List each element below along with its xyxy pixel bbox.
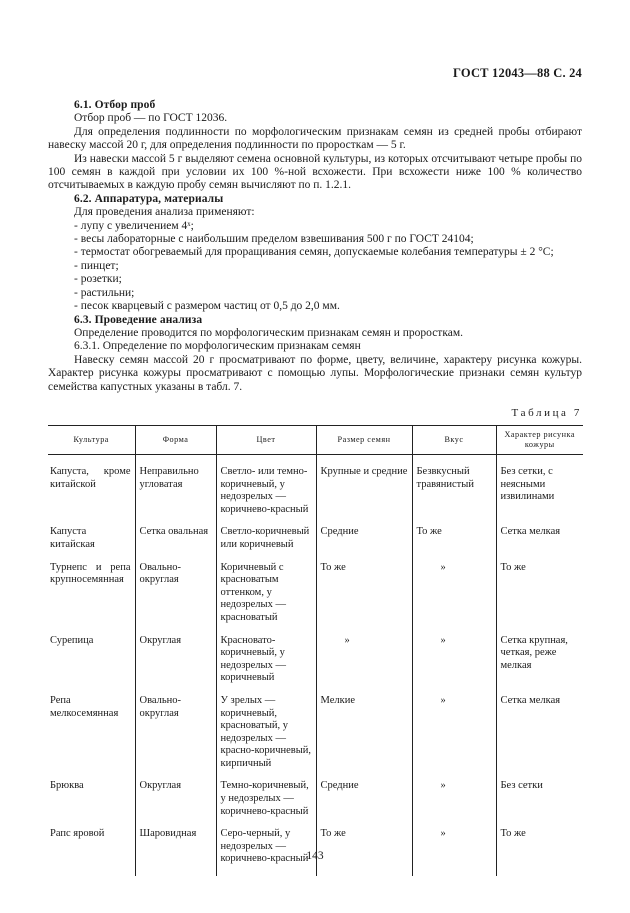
page-header: ГОСТ 12043—88 С. 24 <box>453 66 582 80</box>
table-cell: Светло- или темно-коричневый, у недозрелых — коричнево-красный <box>216 455 316 527</box>
list-item: - песок кварцевый с размером частиц от 0,5 до 2,0 мм. <box>74 300 340 313</box>
column-header: Характер рисунка кожуры <box>496 426 583 455</box>
table-row <box>48 695 583 781</box>
ditto-mark: » <box>440 780 446 792</box>
table-cell: Репа мелкосемянная <box>50 694 119 719</box>
table-cell: То же <box>412 526 496 561</box>
table-cell: Сетка крупная, четкая, реже мелкая <box>496 635 583 695</box>
table-cell: Сетка овальная <box>135 526 216 561</box>
table-header-row <box>48 426 583 455</box>
table-cell: Овально-округлая <box>135 562 216 635</box>
table-cell: Округлая <box>135 635 216 695</box>
paragraph: 6.3.1. Определение по морфологическим признакам семян <box>74 340 361 353</box>
ditto-mark: » <box>440 828 446 840</box>
section-6-2-title: 6.2. Аппаратура, материалы <box>74 192 224 205</box>
table-cell: Светло-коричневый или коричневый <box>216 526 316 561</box>
table-cell <box>412 562 496 635</box>
table-cell: Округлая <box>135 780 216 828</box>
table-cell: Сурепица <box>50 634 94 646</box>
table-cell: Темно-коричневый, у недозрелых — коричнево-красный <box>216 780 316 828</box>
paragraph: Для проведения анализа применяют: <box>74 206 255 219</box>
table-cell: То же <box>496 828 583 876</box>
list-item: - весы лабораторные с наибольшим пределом взвешивания 500 г по ГОСТ 24104; <box>74 233 474 246</box>
column-header: Культура <box>48 426 135 455</box>
paragraph: Из навески массой 5 г выделяют семена основной культуры, из которых отсчитывают четыре пробы по 100 семян в каждой при условии их 100 %-ной всхожести. При всхожести ниже 100 % количество отсчитываемых в каждую пробу семян вычисляют по п. 1.2.1. <box>48 152 582 192</box>
table-cell <box>412 695 496 781</box>
table-cell: Красновато-коричневый, у недозрелых — коричневый <box>216 635 316 695</box>
table-cell: Без сетки, с неясными извилинами <box>496 455 583 527</box>
section-6-1-title: 6.1. Отбор проб <box>74 99 156 111</box>
table-row <box>48 780 583 828</box>
table-cell: Капуста китайская <box>50 526 95 550</box>
body-text <box>48 99 582 394</box>
table-cell: Сетка мелкая <box>496 695 583 781</box>
table-cell: То же <box>316 828 412 876</box>
column-header: Цвет <box>216 426 316 455</box>
table-cell: Крупные и средние <box>316 455 412 527</box>
table-cell <box>316 635 412 695</box>
table-cell: Серо-черный, у недозрелых — коричнево-красный <box>216 828 316 876</box>
table-row <box>48 635 583 695</box>
table-row <box>48 526 583 561</box>
table-cell: У зрелых — коричневый, красноватый, у недозрелых — красно-коричневый, кирпичный <box>216 695 316 781</box>
table-cell: Безвкусный травянистый <box>412 455 496 527</box>
list-item: - пинцет; <box>74 259 119 272</box>
table-cell: Брюква <box>50 780 84 792</box>
table-caption: Таблица 7 <box>511 407 582 419</box>
ditto-mark: » <box>440 561 446 573</box>
ditto-mark: » <box>344 634 350 646</box>
paragraph: Для определения подлинности по морфологическим признакам семян из средней пробы отбирают навеску массой 20 г, для определения подлинности по проросткам — 5 г. <box>48 125 582 152</box>
table-cell: Сетка мелкая <box>496 526 583 561</box>
list-item: - растильни; <box>74 286 135 299</box>
table-cell: Мелкие <box>316 695 412 781</box>
page-number: 143 <box>306 850 324 862</box>
table-cell: Неправильно угловатая <box>135 455 216 527</box>
list-item: - розетки; <box>74 273 122 286</box>
table-cell: Шаровидная <box>135 828 216 876</box>
list-item: - термостат обогреваемый для проращивания семян, допускаемые колебания температуры ± 2 °С; <box>74 246 554 259</box>
paragraph: Отбор проб — по ГОСТ 12036. <box>74 112 228 125</box>
ditto-mark: » <box>440 694 446 706</box>
table-row <box>48 562 583 635</box>
table-cell: Турнепс и репа крупносемянная <box>50 561 131 586</box>
section-6-3-title: 6.3. Проведение анализа <box>74 313 203 326</box>
table-row <box>48 455 583 527</box>
column-header: Размер семян <box>316 426 412 455</box>
paragraph: Определение проводится по морфологическим признакам семян и проросткам. <box>74 326 463 339</box>
table-cell: Коричневый с красноватым оттенком, у недозрелых — красноватый <box>216 562 316 635</box>
table-cell: Овально-округлая <box>135 695 216 781</box>
table-cell: Без сетки <box>496 780 583 828</box>
paragraph: Навеску семян массой 20 г просматривают по форме, цвету, величине, характеру рисунка кожуры. Характер рисунка кожуры просматривают с помощью лупы. Морфологические признаки семян культур семейства капустных указаны в табл. 7. <box>48 353 582 393</box>
table-cell: Средние <box>316 526 412 561</box>
table-cell <box>412 635 496 695</box>
table-cell: Капуста, кроме китайской <box>50 466 131 490</box>
column-header: Форма <box>135 426 216 455</box>
table-cell: То же <box>496 562 583 635</box>
column-header: Вкус <box>412 426 496 455</box>
table-cell <box>412 780 496 828</box>
table-cell: То же <box>316 562 412 635</box>
seed-characteristics-table <box>48 425 583 876</box>
ditto-mark: » <box>440 634 446 646</box>
table-cell: Рапс яровой <box>50 828 105 840</box>
list-item: - лупу с увеличением 4ˣ; <box>74 219 194 232</box>
table-cell: Средние <box>316 780 412 828</box>
